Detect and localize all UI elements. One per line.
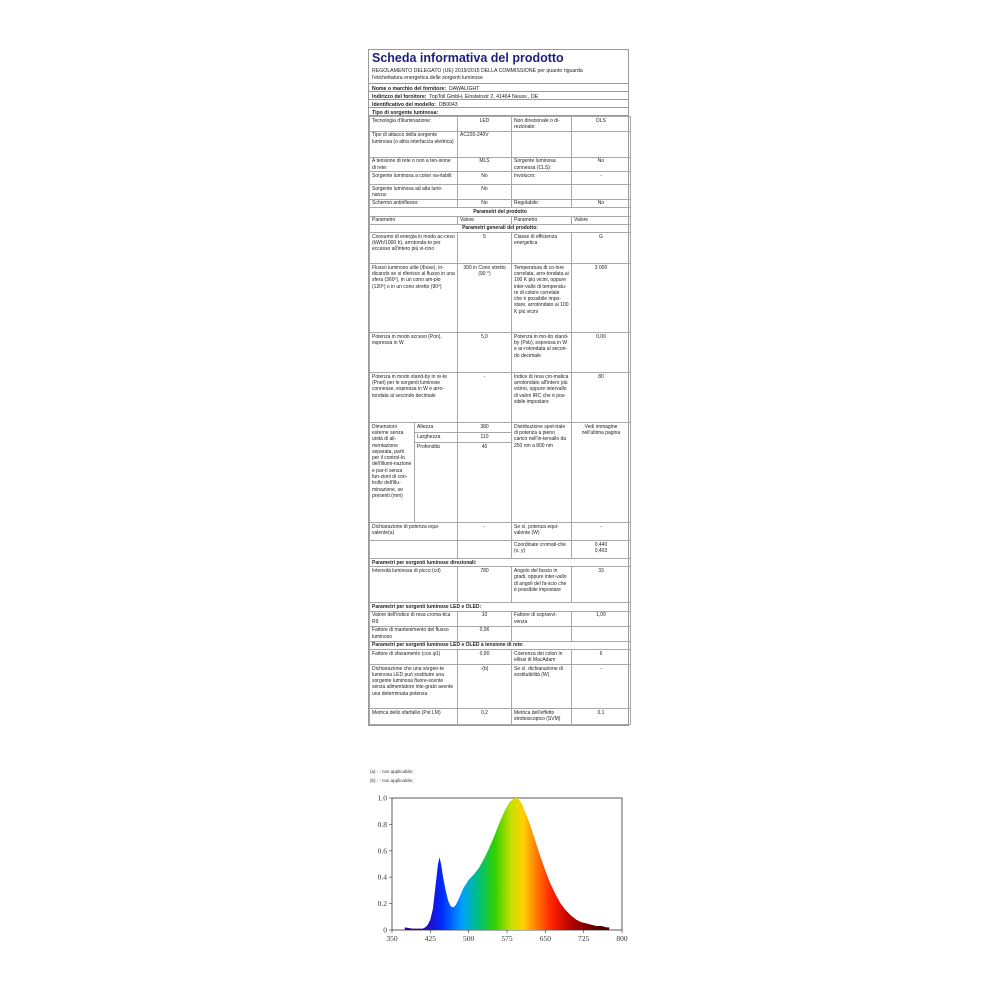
equivalent-power-label: Dichiarazione di potenza equi-valente(a)	[370, 523, 458, 541]
column-header-row: Parametro Valore Parametro Valore	[370, 216, 631, 224]
x-tick-label: 425	[424, 934, 436, 943]
table-row: Dichiarazione che una sorgen-te luminosa LED può sostituire una sorgente luminosa fluore-scente senza alimentatore inte-grato avente una determinata potenza -(b) Se sì, dichiarazione di sostituibilità (W) -	[370, 665, 631, 709]
table-row: Metrica dello sfarfallio (Pst LM) 0,2 Metrica dell'effetto stroboscopico (SVM) 0,1	[370, 709, 631, 725]
y-tick-label: 1.0	[377, 793, 387, 803]
footnotes	[370, 767, 413, 785]
table-row: Fattore di sfasamento (cos φ1) 0,90 Coerenza dei colori in ellissi di MacAdam 6	[370, 650, 631, 665]
table-row: Tipo di attacco della sorgente luminosa (o altra interfaccia elettrica) AC220-240V	[370, 131, 631, 157]
table-row: Potenza in modo stand-by in re-te (Pnet) per le sorgenti luminose connesse, espressa in W e arro-tondata al secondo decimale - Indice di resa cro-matica arrotondato all'intero più vicino, oppure intervallo di valori IRC che è pos-sibile impostare 80	[370, 373, 631, 423]
parameters-table	[369, 116, 631, 725]
y-tick-label: 0.2	[377, 899, 387, 909]
x-tick-label: 575	[501, 934, 513, 943]
source-type-heading: Tipo di sorgente luminosa:	[369, 108, 628, 116]
dimensions-row: Dimensioni esterne senza unità di ali-mentazione separata, parti per il control-lo dell'illumi-nazione e par-ti senza fun-zioni di con-trollo dell'illu-minazione, se presenti (mm) Altezza Larghezza Profondità 380 110 40 Distribuzione spet-trale di potenza a pieno carico nell'in-tervallo da 250 nm a 800 nm Vedi immagine nell'ultima pagina	[370, 423, 631, 523]
footnote-a: (a) - : non applicabile;	[370, 769, 414, 774]
x-tick-label: 500	[463, 934, 475, 943]
table-row: Dichiarazione di potenza equi-valente(a) - Se sì, potenza equi-valente (W) -	[370, 523, 631, 541]
supplier-address-row: Indirizzo del fornitore: TopToll GmbH, Einsteinstr 2, 41464 Neuss , DE	[369, 92, 628, 100]
table-row: Fattore di mantenimento del flusso luminoso 0,96	[370, 626, 631, 641]
x-tick-label: 650	[539, 934, 551, 943]
table-row: Tecnologia d'illuminazione: LED Non direzionale o di-rezionale: DLS	[370, 117, 631, 132]
section-heading-row: Parametri generali del prodotto:	[370, 224, 631, 232]
table-row: Schermo antiriflesso: No Regolabile: No	[370, 199, 631, 207]
table-row: Sorgente luminosa ad alta lumi-nanza: No	[370, 185, 631, 200]
y-tick-label: 0.8	[377, 819, 387, 829]
y-tick-label: 0	[383, 925, 387, 935]
section-heading-row: Parametri per sorgenti luminose direzionali:	[370, 559, 631, 567]
regulation-subtitle: REGOLAMENTO DELEGATO (UE) 2019/2015 DELLA COMMISSIONE per quanto riguarda l'etichettatura energetica delle sorgenti luminose	[369, 68, 628, 84]
y-tick-label: 0.4	[377, 872, 387, 882]
section-heading-row: Parametri per sorgenti luminose LED e OLED a tensione di rete:	[370, 641, 631, 649]
table-row: Sorgente luminosa a colori va-riabili: No Involucro: -	[370, 172, 631, 185]
x-tick-label: 350	[386, 934, 398, 943]
x-tick-label: 800	[616, 934, 628, 943]
footnote-b: (b) - : non applicabile;	[370, 778, 414, 783]
spectrum-svg	[360, 790, 630, 945]
y-tick-label: 0.6	[377, 846, 387, 856]
section-heading-row: Parametri del prodotto	[370, 208, 631, 216]
table-row: Intensità luminosa di picco (cd) 780 Angolo del fascio in gradi, oppure inter-vallo di angoli del fa-scio che è possibile impostare 33	[370, 567, 631, 603]
spectrum-area	[405, 798, 609, 930]
table-row: A tensione di rete o non a ten-sione di rete: MLS Sorgente luminosa connessa (CLS): No	[370, 157, 631, 172]
model-identifier-row: Identificativo del modello: DB0043	[369, 100, 628, 108]
table-row: Flusso luminoso utile (Φuse), in-dicando se si riferisce al flusso in una sfera (360º), in un cono am-pio (120º) o in un cono stretto (90º) 300 in Cono stretto (90 °) Temperatura di co-lore correlata, arro-tondata ai 100 K più vicini, oppure inter-vallo di temperatu-re di colore correlate che è possibile impo-stare, arrotondato ai 100 K più vicini 3 000	[370, 264, 631, 333]
supplier-brand-row: Nome o marchio del fornitore: DAWALIGHT	[369, 84, 628, 92]
page-title: Scheda informativa del prodotto	[372, 51, 564, 65]
table-row: Consumo di energia in modo ac-ceso (kWh/1000 h), arrotonda-to per eccesso all'intero più vi-cino 5 Classe di efficienza energetica G	[370, 233, 631, 264]
table-row: Valore dell'indice di resa croma-tica R9 10 Fattore di sopravvi-venza 1,00	[370, 611, 631, 626]
table-row: Potenza in modo acceso (Pon), espressa in W 5,0 Potenza in mo-do stand-by (Psb), espressa in W e ar-rotondata al secon-do decimale 0,00	[370, 333, 631, 373]
x-tick-label: 725	[578, 934, 590, 943]
spectral-distribution-chart	[360, 790, 630, 945]
product-information-sheet	[368, 49, 629, 726]
section-heading-row: Parametri per sorgenti luminose LED e OLED:	[370, 603, 631, 611]
table-row: Coordinate cromati-che (x, y) 0,440 0,403	[370, 541, 631, 559]
